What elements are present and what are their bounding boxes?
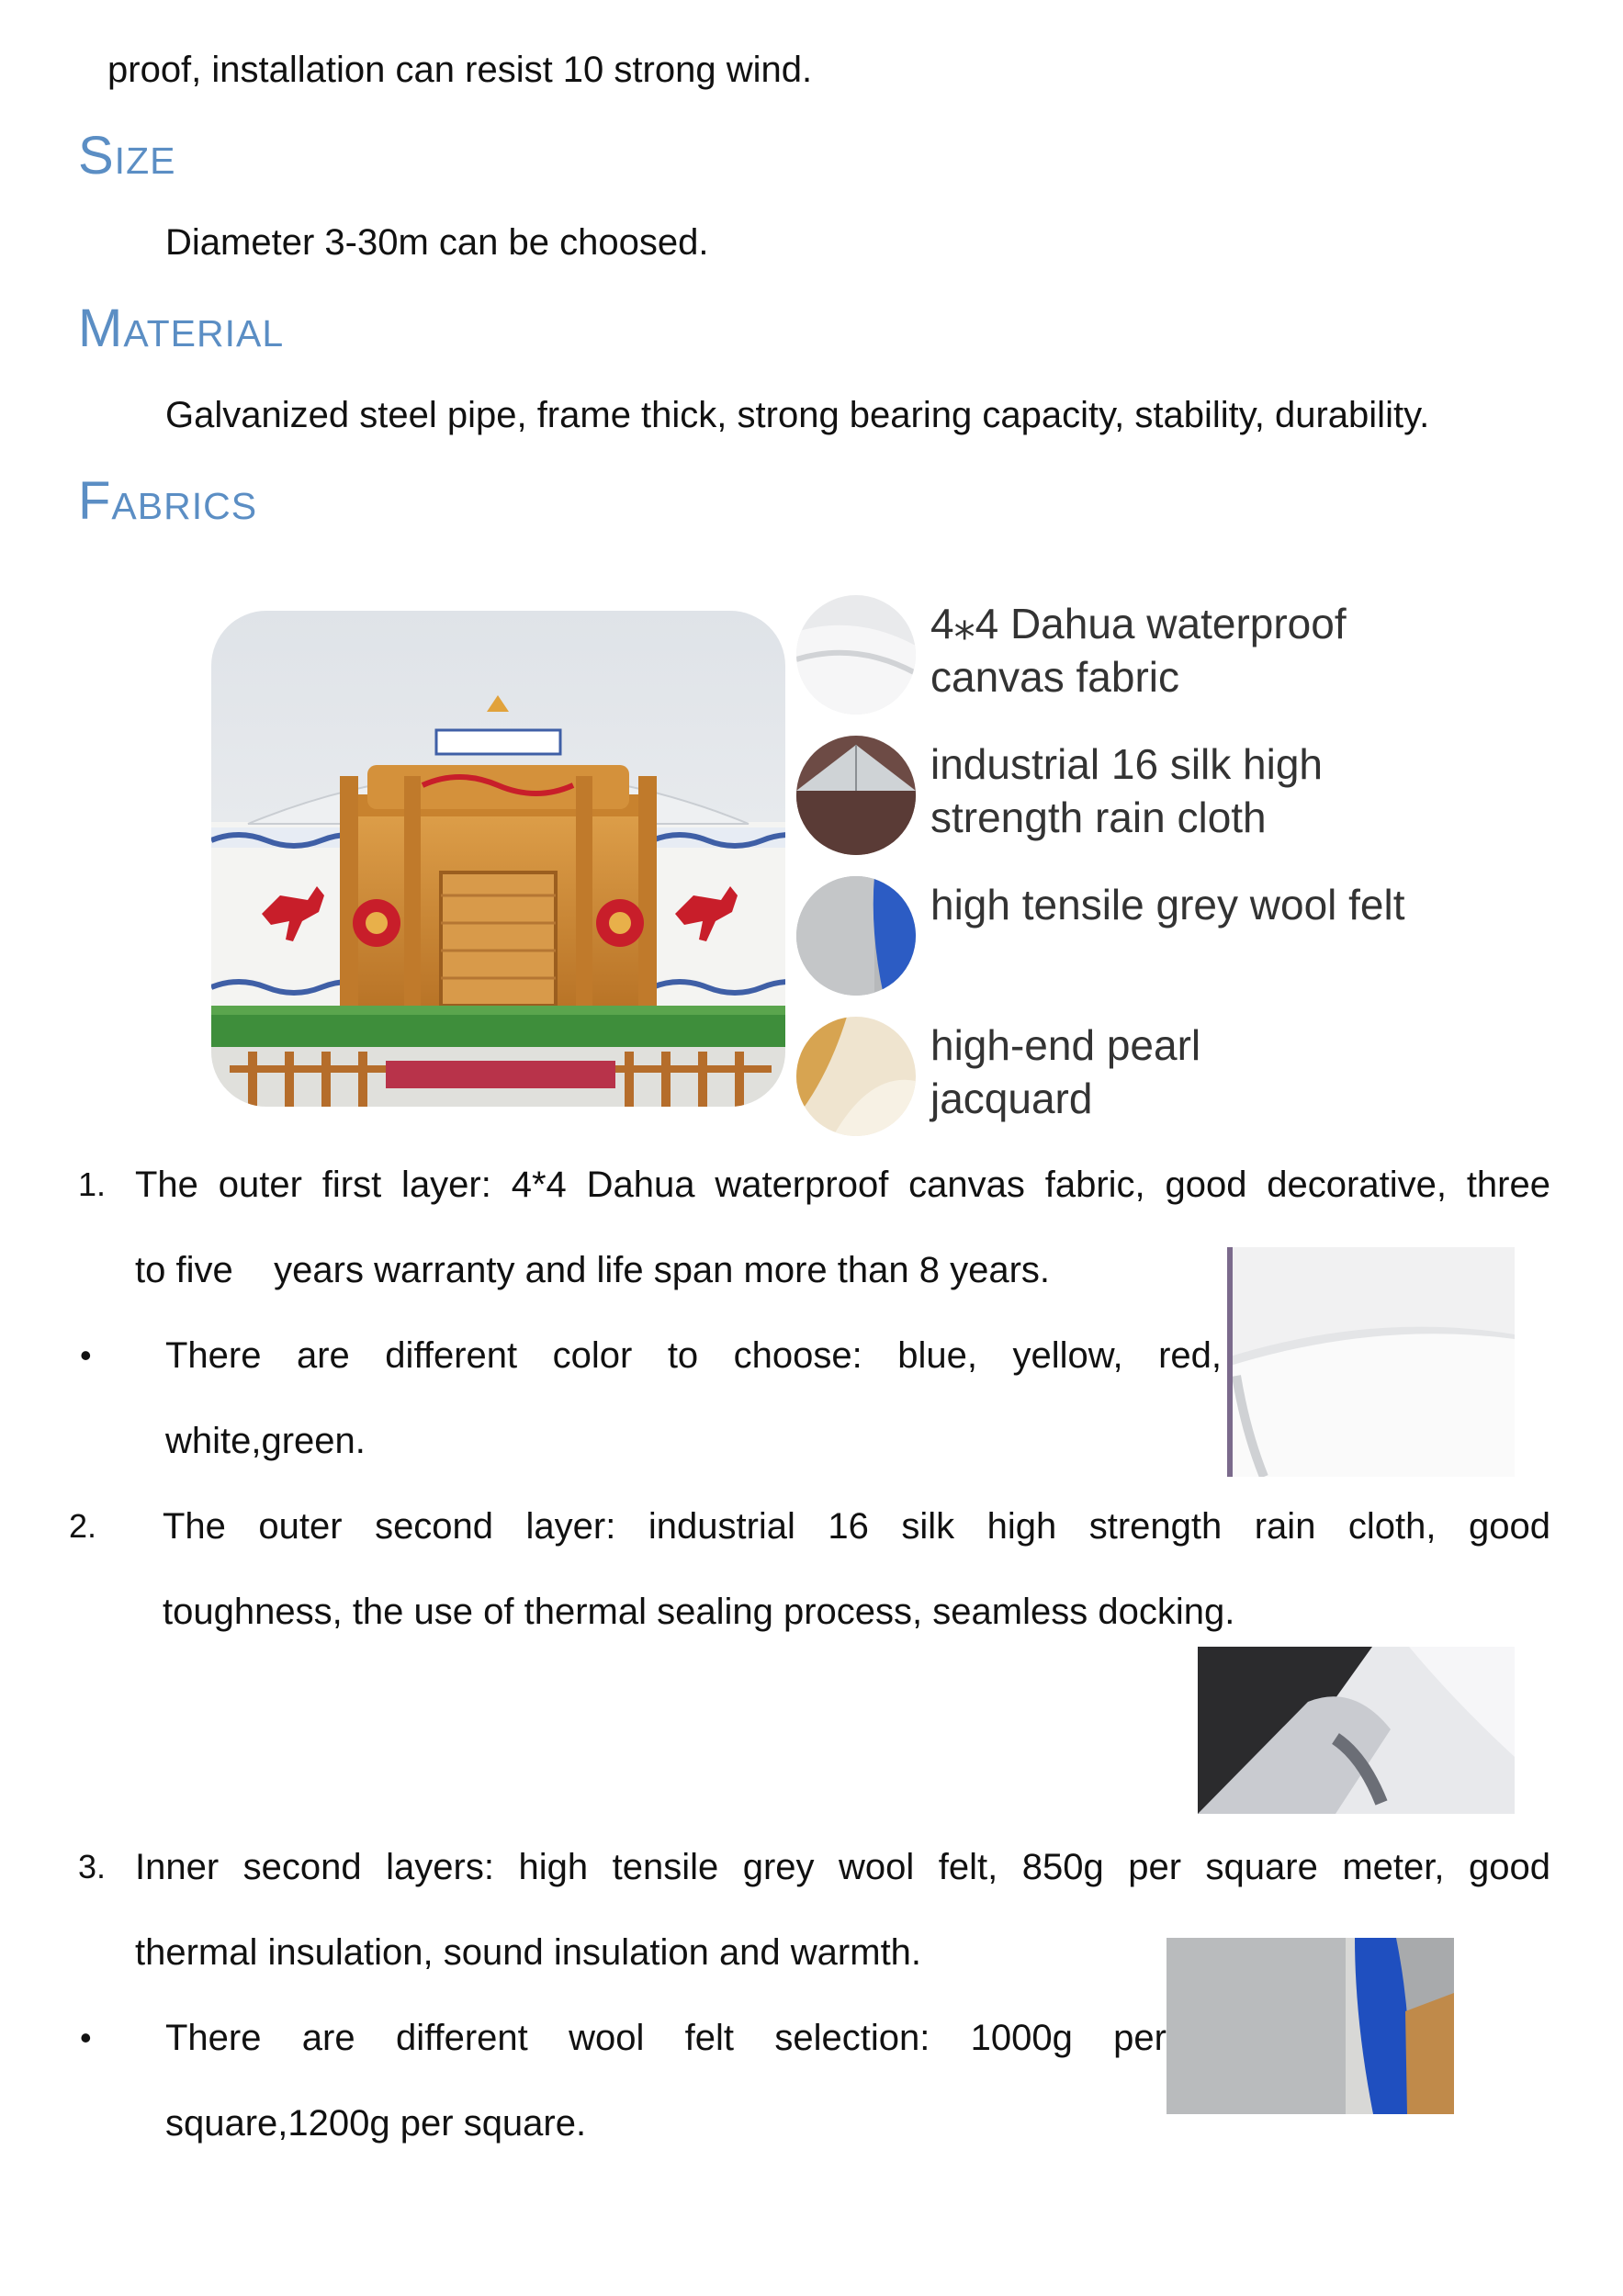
- item2-line2: toughness, the use of thermal sealing process, seamless docking.: [163, 1592, 1235, 1632]
- item3-line2: thermal insulation, sound insulation and warmth.: [135, 1932, 922, 1973]
- size-heading: Size: [78, 126, 176, 186]
- item3-line1: Inner second layers: high tensile grey wool felt, 850g per square meter, good: [135, 1847, 1550, 1887]
- yurt-photo: [211, 611, 785, 1107]
- bullet-2: •: [80, 2019, 92, 2056]
- list-number-3: 3.: [78, 1848, 107, 1885]
- material-heading: Material: [78, 298, 285, 358]
- item1-line1: The outer first layer: 4*4 Dahua waterproof canvas fabric, good decorative, three: [135, 1165, 1550, 1205]
- item2-line1: The outer second layer: industrial 16 silk high strength rain cloth, good: [163, 1506, 1550, 1547]
- material-text: Galvanized steel pipe, frame thick, strong bearing capacity, stability, durability.: [165, 395, 1430, 435]
- wool-felt-swatch: [796, 876, 916, 996]
- list-number-2: 2.: [69, 1507, 97, 1545]
- fabrics-heading: Fabrics: [78, 471, 258, 531]
- size-text: Diameter 3-30m can be choosed.: [165, 222, 709, 263]
- item3-bullet-line1: There are different wool felt selection: 1000g per: [165, 2018, 1167, 2058]
- list-number-1: 1.: [78, 1165, 107, 1203]
- intro-line: proof, installation can resist 10 strong wind.: [107, 50, 813, 90]
- swatch-label-wool-felt: high tensile grey wool felt: [930, 881, 1405, 929]
- swatch-label-canvas: 4⁎4 Dahua waterproof canvas fabric: [930, 600, 1347, 701]
- rain-cloth-photo: [1198, 1647, 1515, 1814]
- wool-felt-photo: [1167, 1938, 1454, 2114]
- pearl-jacquard-swatch: [796, 1017, 916, 1136]
- swatch-label-pearl-jacquard: high-end pearl jacquard: [930, 1021, 1201, 1122]
- swatch-label-rain-cloth: industrial 16 silk high strength rain cloth: [930, 740, 1324, 841]
- item1-line2: to five years warranty and life span more than 8 years.: [135, 1250, 1051, 1290]
- item1-bullet-line1: There are different color to choose: blue, yellow, red,: [165, 1335, 1222, 1376]
- canvas-fabric-photo: [1227, 1247, 1515, 1477]
- rain-cloth-swatch: [796, 736, 916, 855]
- item3-bullet-line2: square,1200g per square.: [165, 2103, 587, 2144]
- bullet-1: •: [80, 1336, 92, 1374]
- canvas-fabric-swatch: [796, 595, 916, 715]
- item1-bullet-line2: white,green.: [165, 1421, 366, 1461]
